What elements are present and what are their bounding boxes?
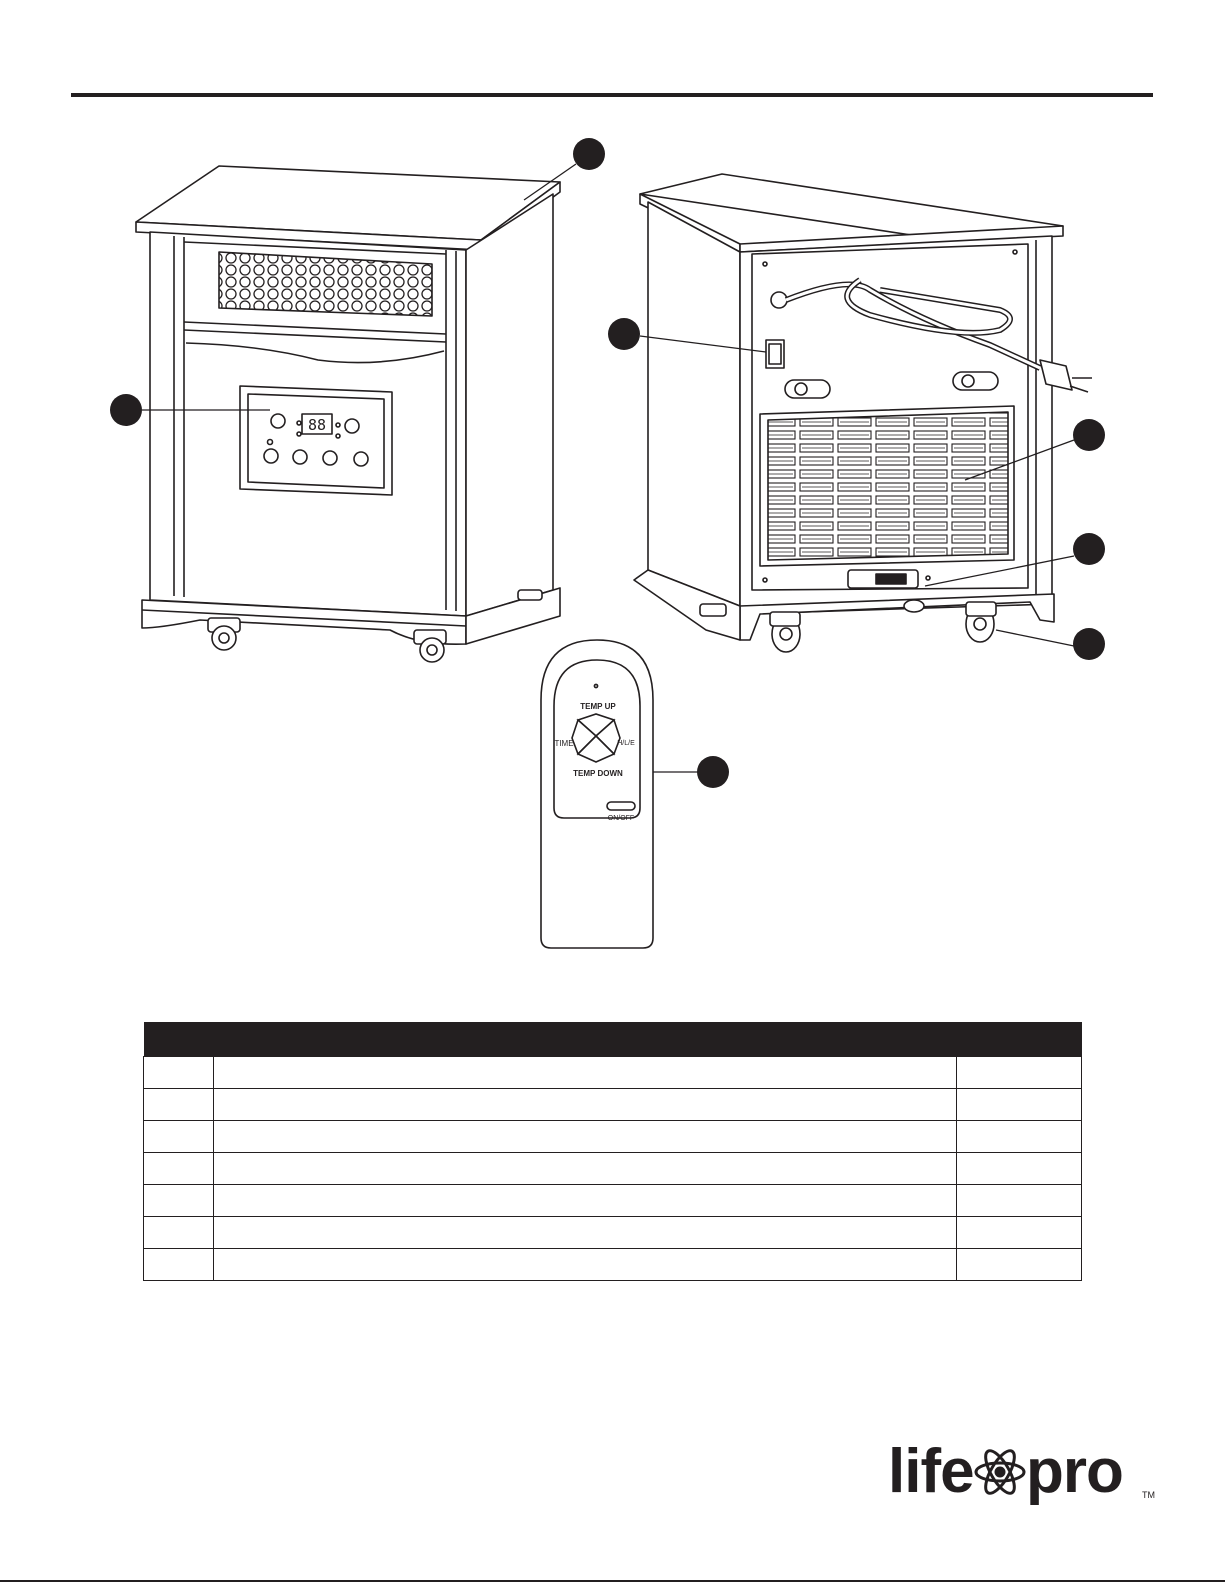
logo-text-right: pro (1026, 1437, 1123, 1506)
table-cell (144, 1121, 214, 1153)
table-cell (957, 1217, 1082, 1249)
callout-marker (110, 394, 142, 426)
callout-marker (1073, 628, 1105, 660)
table-cell (144, 1185, 214, 1217)
table-cell (957, 1089, 1082, 1121)
table-row (144, 1249, 1082, 1281)
table-cell (957, 1185, 1082, 1217)
table-cell (957, 1249, 1082, 1281)
table-row (144, 1089, 1082, 1121)
table-row (144, 1217, 1082, 1249)
table-header-cell (214, 1022, 957, 1057)
table-cell (214, 1153, 957, 1185)
table-cell (214, 1121, 957, 1153)
table-row (144, 1057, 1082, 1089)
lifepro-logo (888, 1430, 1168, 1520)
callout-marker (1073, 419, 1105, 451)
table-cell (214, 1217, 957, 1249)
remote-temp-down-label: TEMP DOWN (573, 769, 623, 778)
table-cell (144, 1057, 214, 1089)
table-cell (214, 1185, 957, 1217)
logo-text-left: life (888, 1437, 974, 1506)
table-row (144, 1153, 1082, 1185)
remote-control (541, 640, 653, 948)
remote-mode-label: H/L/E (617, 740, 635, 747)
table-cell (144, 1153, 214, 1185)
trademark: TM (1142, 1490, 1155, 1500)
table-header-cell (144, 1022, 214, 1057)
back-heater (634, 174, 1092, 652)
table-cell (214, 1249, 957, 1281)
table-cell (144, 1249, 214, 1281)
front-heater (136, 166, 560, 662)
table-header-row (144, 1022, 1082, 1057)
remote-temp-up-label: TEMP UP (580, 702, 616, 711)
table-cell (144, 1089, 214, 1121)
table-cell (214, 1057, 957, 1089)
callout-marker (573, 138, 605, 170)
remote-time-label: TIME (554, 739, 574, 748)
table-cell (957, 1057, 1082, 1089)
atom-icon (976, 1447, 1024, 1498)
table-cell (214, 1089, 957, 1121)
bottom-rule (0, 1580, 1225, 1582)
remote-onoff-label: ON/OFF (607, 815, 635, 822)
table-cell (957, 1121, 1082, 1153)
callout-marker (608, 318, 640, 350)
table-row (144, 1121, 1082, 1153)
table-row (144, 1185, 1082, 1217)
table-cell (144, 1217, 214, 1249)
table-header-cell (957, 1022, 1082, 1057)
callout-marker (697, 756, 729, 788)
callout-marker (1073, 533, 1105, 565)
parts-table (143, 1022, 1082, 1281)
display-digits: 88 (307, 416, 327, 434)
table-cell (957, 1153, 1082, 1185)
